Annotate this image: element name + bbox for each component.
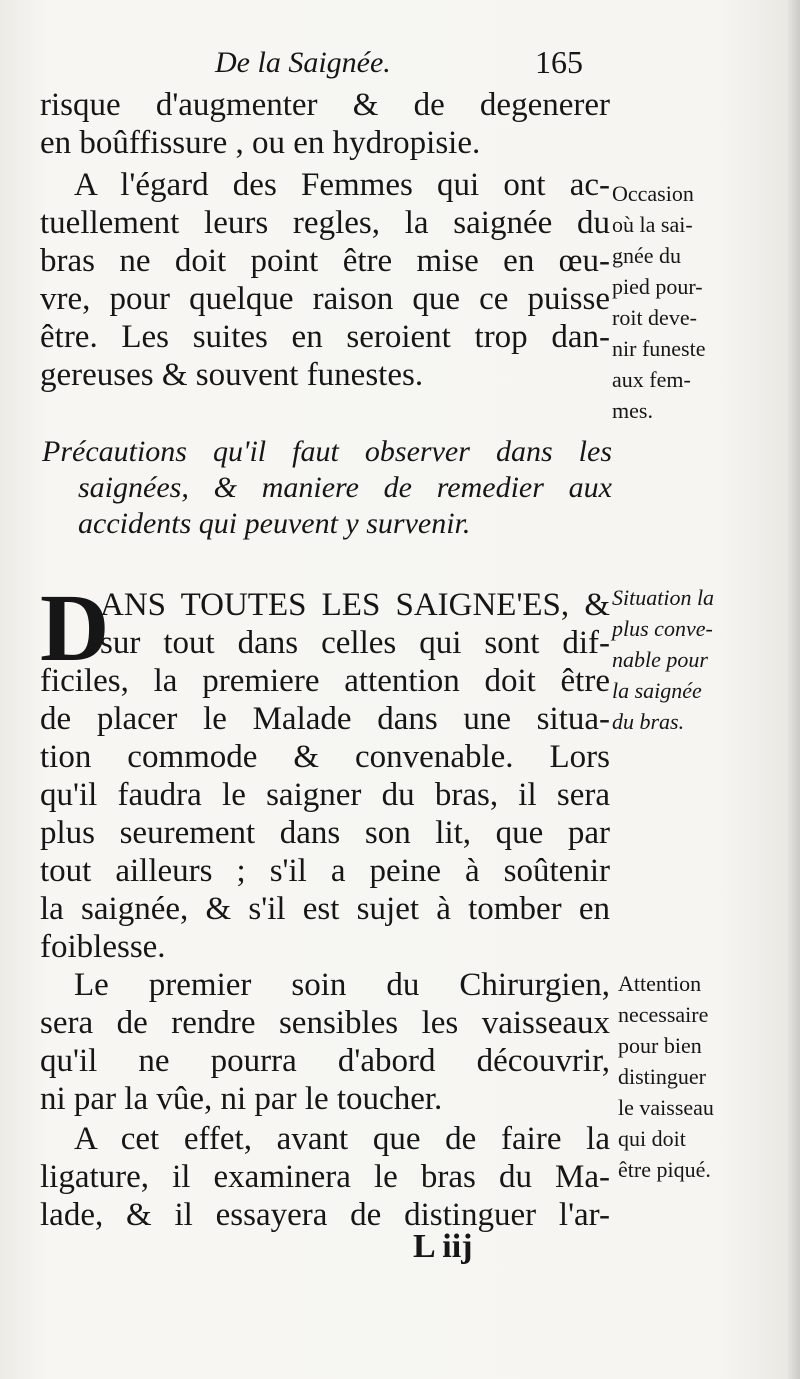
text-line: bras ne doit point être mise en œu- — [40, 243, 610, 279]
margin-line: qui doit — [618, 1126, 686, 1151]
margin-note-3 — [618, 968, 770, 1185]
heading-line: accidents qui peuvent y survenir. — [78, 507, 471, 540]
margin-line: aux fem- — [612, 367, 691, 392]
paragraph-5 — [40, 1120, 610, 1234]
text-line: ni par la vûe, ni par le toucher. — [40, 1081, 443, 1117]
margin-line: être piqué. — [618, 1157, 711, 1182]
margin-line: Occasion — [612, 181, 694, 206]
text-line: gereuses & souvent funestes. — [40, 357, 424, 393]
margin-note-2 — [612, 582, 764, 737]
text-line: risque d'augmenter & de degenerer — [40, 87, 610, 123]
text-line: être. Les suites en seroient trop dan- — [40, 319, 610, 355]
text-line: qu'il ne pourra d'abord découvrir, — [40, 1043, 610, 1079]
text-line: plus seurement dans son lit, que par — [40, 815, 610, 851]
margin-line: pour bien — [618, 1033, 702, 1058]
paragraph-2 — [40, 166, 610, 394]
section-heading — [42, 434, 612, 542]
margin-line: necessaire — [618, 1002, 709, 1027]
text-line: ligature, il examinera le bras du Ma- — [40, 1159, 610, 1195]
margin-line: le vaisseau — [618, 1095, 714, 1120]
text-line: vre, pour quelque raison que ce puisse — [40, 281, 610, 317]
signature-mark: L iij — [413, 1228, 473, 1265]
text-line: sera de rendre sensibles les vaisseaux — [40, 1005, 610, 1041]
margin-note-1 — [612, 178, 764, 426]
text-line: foiblesse. — [40, 929, 166, 965]
text-line: en boûffissure , ou en hydropisie. — [40, 125, 481, 161]
drop-cap: D — [40, 574, 110, 681]
running-head-title: De la Saignée. — [215, 46, 391, 79]
margin-line: du bras. — [612, 709, 685, 734]
margin-line: pied pour- — [612, 274, 703, 299]
text-line: qu'il faudra le saigner du bras, il sera — [40, 777, 610, 813]
text-line: sur tout dans celles qui sont dif- — [100, 625, 610, 661]
heading-line: saignées, & maniere de remedier aux — [78, 471, 612, 504]
paragraph-1 — [40, 86, 610, 162]
text-line: tuellement leurs regles, la saignée du — [40, 205, 610, 241]
text-line: de placer le Malade dans une situa- — [40, 701, 610, 737]
margin-line: Attention — [618, 971, 702, 996]
margin-line: distinguer — [618, 1064, 706, 1089]
text-line: A cet effet, avant que de faire la — [74, 1121, 610, 1157]
text-line: la saignée, & s'il est sujet à tomber en — [40, 891, 610, 927]
text-line: tout ailleurs ; s'il a peine à soûtenir — [40, 853, 610, 889]
margin-line: Situation la — [612, 585, 715, 610]
margin-line: où la sai- — [612, 212, 693, 237]
heading-line: Précautions qu'il faut observer dans les — [42, 435, 612, 468]
text-line: Le premier soin du Chirurgien, — [74, 967, 610, 1003]
paragraph-4 — [40, 966, 610, 1118]
text-line: ficiles, la premiere attention doit être — [40, 663, 610, 699]
margin-line: nable pour — [612, 647, 708, 672]
paragraph-3 — [40, 586, 610, 966]
margin-line: plus conve- — [612, 616, 713, 641]
page-number: 165 — [535, 44, 583, 80]
text-line: tion commode & convenable. Lors — [40, 739, 610, 775]
margin-line: gnée du — [612, 243, 682, 268]
margin-line: nir funeste — [612, 336, 706, 361]
margin-line: mes. — [612, 398, 653, 423]
margin-line: la saignée — [612, 678, 702, 703]
text-line: lade, & il essayera de distinguer l'ar- — [40, 1197, 610, 1233]
text-line: ANS TOUTES LES SAIGNE'ES, & — [100, 587, 610, 623]
margin-line: roit deve- — [612, 305, 697, 330]
text-line: A l'égard des Femmes qui ont ac- — [74, 167, 610, 203]
